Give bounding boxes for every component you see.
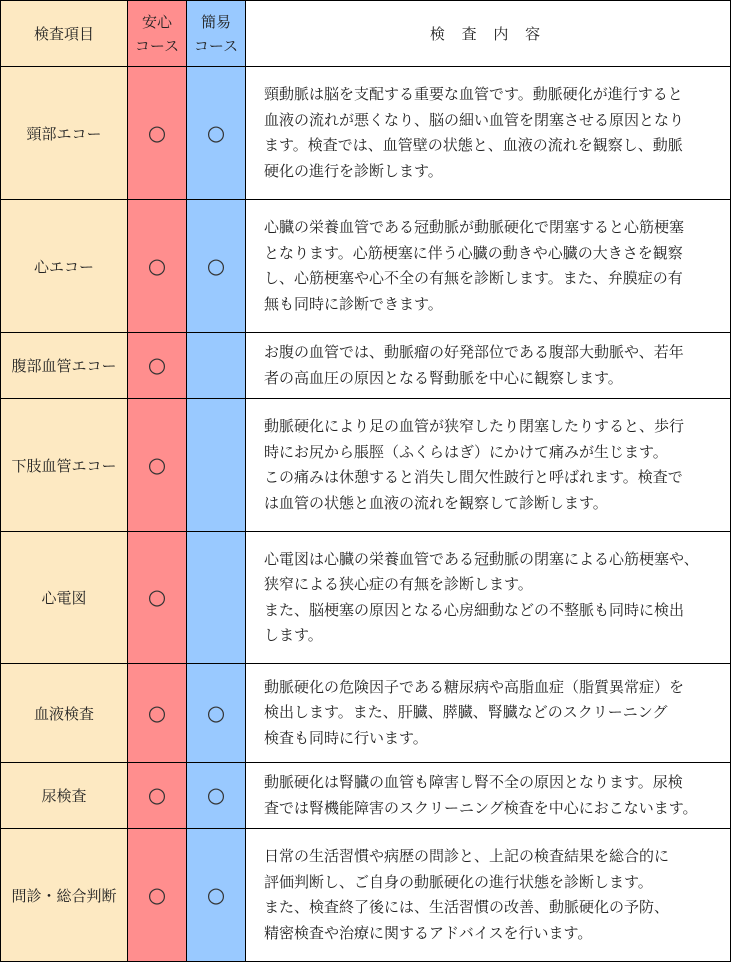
header-exam-item: 検査項目 — [1, 1, 128, 67]
course-b-mark — [187, 763, 246, 829]
circle-mark-icon: ○ — [206, 700, 226, 725]
table-row — [1, 532, 731, 664]
course-b-mark — [187, 67, 246, 200]
table-row — [1, 333, 731, 399]
table-row — [1, 67, 731, 200]
course-a-mark — [128, 67, 187, 200]
exam-description-cell — [246, 67, 731, 200]
circle-mark-icon: ○ — [147, 120, 167, 145]
circle-mark-icon: ○ — [147, 882, 167, 907]
header-exam-content: 検 査 内 容 — [246, 1, 731, 67]
exam-description: 心電図は心臓の栄養血管である冠動脈の閉塞による心筋梗塞や、 狭窄による狭心症の有無を診断します。 また、脳梗塞の原因となる心房細動などの不整脈も同時に検出 します。 — [264, 549, 699, 644]
exam-description-cell — [246, 532, 731, 664]
table-row — [1, 829, 731, 962]
exam-description: お腹の血管では、動脈瘤の好発部位である腹部大動脈や、若年 者の高血圧の原因となる腎動脈を中心に観察します。 — [264, 343, 684, 387]
course-b-mark — [187, 333, 246, 399]
header-course-kani: 簡易 コース — [187, 1, 246, 67]
circle-mark-icon: ○ — [147, 353, 167, 377]
circle-mark-icon: ○ — [206, 120, 226, 145]
exam-item-label: 尿検査 — [1, 763, 128, 829]
exam-item-label: 心電図 — [1, 532, 128, 664]
course-a-mark — [128, 664, 187, 763]
course-a-mark — [128, 532, 187, 664]
exam-description: 動脈硬化の危険因子である糖尿病や高脂血症（脂質異常症）を 検出します。また、肝臓、膵臓、腎臓などのスクリーニング 検査も同時に行います。 — [264, 677, 685, 747]
exam-item-label: 問診・総合判断 — [1, 829, 128, 962]
circle-mark-icon: ○ — [206, 253, 226, 278]
exam-description: 動脈硬化により足の血管が狭窄したり閉塞したりすると、歩行 時にお尻から脹脛（ふくらはぎ）にかけて痛みが生じます。 この痛みは休憩すると消失し間欠性跛行と呼ばれます。検査で は血管の状態と血液の流れを観察して診断します。 — [264, 417, 685, 512]
exam-item-label: 心エコー — [1, 200, 128, 333]
exam-description: 頸動脈は脳を支配する重要な血管です。動脈硬化が進行すると 血液の流れが悪くなり、脳の細い血管を閉塞させる原因となり ます。検査では、血管壁の状態と、血液の流れを観察し、動脈 硬化の進行を診断します。 — [264, 85, 685, 180]
table-row — [1, 200, 731, 333]
table-row — [1, 664, 731, 763]
table-row — [1, 399, 731, 532]
course-a-mark — [128, 333, 187, 399]
course-b-mark — [187, 399, 246, 532]
exam-description-cell — [246, 829, 731, 962]
circle-mark-icon: ○ — [147, 700, 167, 725]
table-row — [1, 763, 731, 829]
course-a-mark — [128, 399, 187, 532]
exam-description-cell — [246, 399, 731, 532]
exam-description: 日常の生活習慣や病歴の問診と、上記の検査結果を総合的に 評価判断し、ご自身の動脈硬化の進行状態を診断します。 また、検査終了後には、生活習慣の改善、動脈硬化の予防、 精密検査や治療に関するアドバイスを行います。 — [264, 847, 670, 942]
exam-description-cell — [246, 200, 731, 333]
exam-description-cell — [246, 333, 731, 399]
exam-description-cell — [246, 664, 731, 763]
exam-item-label: 腹部血管エコー — [1, 333, 128, 399]
circle-mark-icon: ○ — [206, 783, 226, 807]
course-a-mark — [128, 763, 187, 829]
circle-mark-icon: ○ — [147, 253, 167, 278]
course-b-mark — [187, 532, 246, 664]
exam-description: 動脈硬化は腎臓の血管も障害し腎不全の原因となります。尿検 査では腎機能障害のスクリーニング検査を中心におこないます。 — [264, 773, 698, 817]
circle-mark-icon: ○ — [147, 585, 167, 609]
table-header-row — [1, 1, 731, 67]
exam-description: 心臓の栄養血管である冠動脈が動脈硬化で閉塞すると心筋梗塞 となります。心筋梗塞に伴う心臓の動きや心臓の大きさを観察 し、心筋梗塞や心不全の有無を診断します。また、弁膜症の有 無も同時に診断できます。 — [264, 218, 685, 313]
header-course-anshin: 安心 コース — [128, 1, 187, 67]
course-a-mark — [128, 200, 187, 333]
exam-item-label: 血液検査 — [1, 664, 128, 763]
exam-item-label: 下肢血管エコー — [1, 399, 128, 532]
circle-mark-icon: ○ — [206, 882, 226, 907]
course-b-mark — [187, 664, 246, 763]
circle-mark-icon: ○ — [147, 452, 167, 477]
course-a-mark — [128, 829, 187, 962]
exam-item-label: 頸部エコー — [1, 67, 128, 200]
circle-mark-icon: ○ — [147, 783, 167, 807]
course-b-mark — [187, 829, 246, 962]
exam-description-cell — [246, 763, 731, 829]
course-b-mark — [187, 200, 246, 333]
